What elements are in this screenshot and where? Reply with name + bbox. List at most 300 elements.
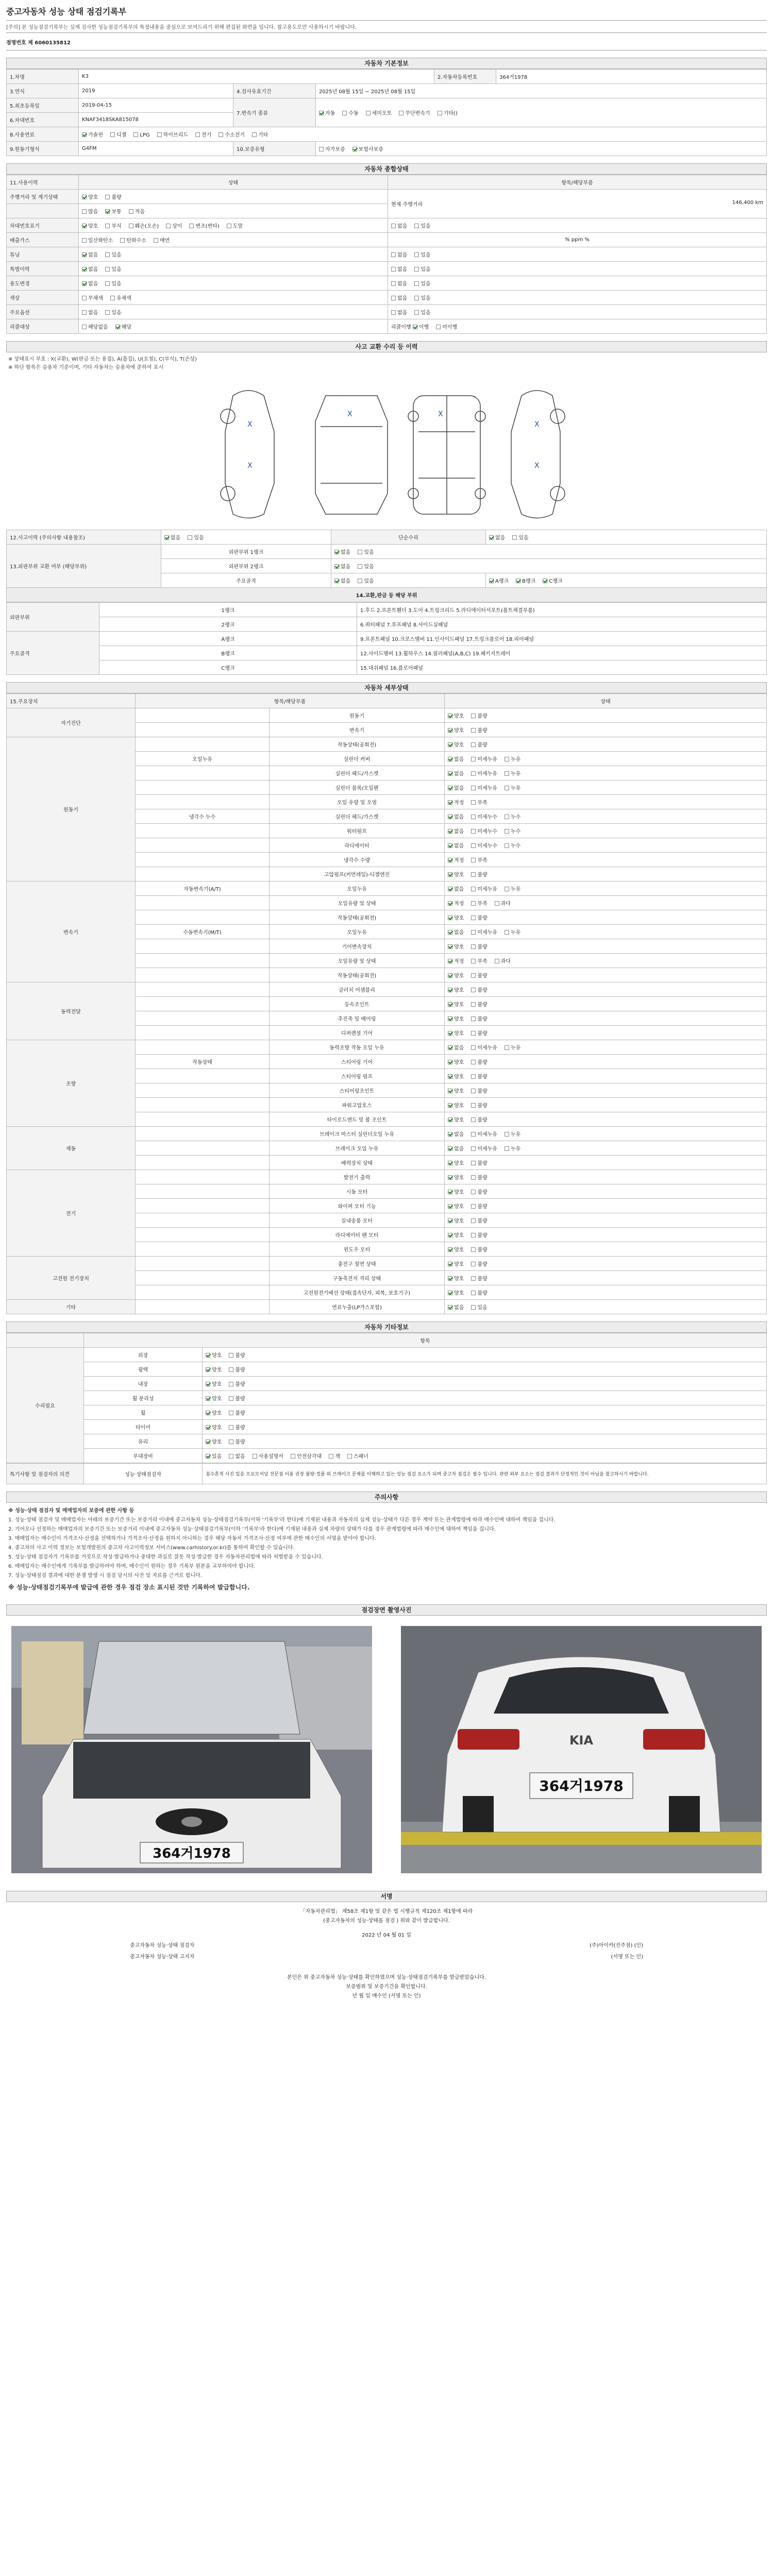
checkbox-option[interactable]: 없음: [391, 265, 407, 273]
checkbox[interactable]: [448, 1175, 452, 1180]
checkbox-option[interactable]: 양호: [448, 1159, 464, 1166]
checkbox-option[interactable]: 양호: [448, 1029, 464, 1037]
checkbox[interactable]: [471, 829, 476, 834]
checkbox-option[interactable]: 없음: [391, 279, 407, 287]
checkbox[interactable]: [391, 224, 396, 228]
checkbox[interactable]: [229, 1353, 233, 1358]
checkbox-option[interactable]: 불량: [471, 1072, 487, 1080]
checkbox-option[interactable]: 누수: [505, 841, 520, 849]
checkbox[interactable]: [471, 1031, 476, 1036]
checkbox-option[interactable]: 하이브리드: [157, 130, 188, 138]
checkbox[interactable]: [505, 786, 509, 790]
checkbox[interactable]: [448, 988, 452, 992]
checkbox[interactable]: [471, 1146, 476, 1151]
checkbox-option[interactable]: 해당없음: [82, 323, 108, 330]
checkbox-option[interactable]: 양호: [82, 222, 98, 229]
checkbox[interactable]: [334, 550, 339, 554]
checkbox[interactable]: [448, 1305, 452, 1310]
checkbox-option[interactable]: 있음: [414, 279, 430, 287]
checkbox-option[interactable]: 미세누유: [471, 769, 497, 777]
checkbox[interactable]: [105, 310, 110, 315]
checkbox-option[interactable]: 무단변속기: [399, 109, 430, 116]
checkbox[interactable]: [195, 132, 200, 137]
checkbox-option[interactable]: 없음: [391, 222, 407, 229]
checkbox[interactable]: [471, 742, 476, 747]
checkbox[interactable]: [448, 1117, 452, 1122]
checkbox[interactable]: [414, 310, 419, 315]
checkbox-option[interactable]: 불량: [471, 1087, 487, 1094]
checkbox[interactable]: [471, 771, 476, 776]
checkbox[interactable]: [471, 1291, 476, 1295]
checkbox[interactable]: [495, 901, 499, 906]
checkbox[interactable]: [391, 296, 396, 300]
checkbox[interactable]: [438, 111, 442, 115]
checkbox[interactable]: [505, 757, 509, 761]
checkbox-option[interactable]: 수동: [342, 109, 358, 116]
checkbox-option[interactable]: 불량: [471, 1274, 487, 1282]
checkbox-option[interactable]: 디젤: [110, 130, 126, 138]
checkbox-option[interactable]: 미세누유: [471, 885, 497, 892]
checkbox[interactable]: [448, 829, 452, 834]
checkbox-option[interactable]: 양호: [206, 1394, 222, 1402]
checkbox[interactable]: [448, 1060, 452, 1064]
checkbox[interactable]: [448, 1016, 452, 1021]
checkbox-option[interactable]: 미세누유: [471, 1144, 497, 1152]
checkbox[interactable]: [334, 564, 339, 569]
checkbox-option[interactable]: 미세누유: [471, 784, 497, 791]
checkbox-option[interactable]: 양호: [448, 726, 464, 734]
checkbox[interactable]: [471, 714, 476, 718]
checkbox-option[interactable]: 있음: [105, 250, 121, 258]
checkbox[interactable]: [448, 1002, 452, 1007]
checkbox-option[interactable]: 누유: [505, 1130, 520, 1138]
checkbox[interactable]: [120, 238, 125, 243]
checkbox-option[interactable]: 불량: [471, 1289, 487, 1296]
checkbox-option[interactable]: 없음: [82, 265, 98, 273]
checkbox-option[interactable]: 있음: [414, 265, 430, 273]
checkbox-option[interactable]: 불량: [229, 1380, 245, 1387]
checkbox-option[interactable]: 양호: [448, 986, 464, 993]
checkbox[interactable]: [229, 1396, 233, 1401]
checkbox[interactable]: [505, 843, 509, 848]
checkbox-option[interactable]: 변조(변타): [189, 222, 219, 229]
checkbox-option[interactable]: 양호: [82, 193, 98, 200]
checkbox[interactable]: [206, 1382, 210, 1386]
checkbox-option[interactable]: 있음: [414, 308, 430, 316]
checkbox-option[interactable]: 불량: [471, 1245, 487, 1253]
checkbox-option[interactable]: 불량: [471, 870, 487, 878]
checkbox[interactable]: [471, 1276, 476, 1281]
checkbox[interactable]: [366, 111, 371, 115]
checkbox[interactable]: [347, 1454, 352, 1459]
checkbox[interactable]: [414, 281, 419, 286]
checkbox[interactable]: [82, 296, 87, 300]
checkbox[interactable]: [448, 771, 452, 776]
checkbox-option[interactable]: 없음: [391, 294, 407, 301]
checkbox-option[interactable]: 안전삼각대: [291, 1452, 322, 1460]
checkbox[interactable]: [391, 267, 396, 272]
checkbox[interactable]: [154, 238, 158, 243]
checkbox-option[interactable]: 없음: [448, 812, 464, 820]
checkbox-option[interactable]: 불량: [471, 1101, 487, 1109]
checkbox[interactable]: [448, 1262, 452, 1266]
checkbox-option[interactable]: LPG: [133, 132, 149, 138]
checkbox-option[interactable]: 탄화수소: [120, 236, 146, 244]
checkbox[interactable]: [543, 579, 547, 583]
checkbox[interactable]: [448, 786, 452, 790]
checkbox[interactable]: [82, 325, 87, 329]
checkbox-option[interactable]: 잭: [329, 1452, 340, 1460]
checkbox[interactable]: [448, 714, 452, 718]
checkbox-option[interactable]: 없음: [448, 755, 464, 762]
checkbox[interactable]: [448, 742, 452, 747]
checkbox[interactable]: [471, 757, 476, 761]
checkbox[interactable]: [448, 815, 452, 819]
checkbox[interactable]: [206, 1367, 210, 1372]
checkbox[interactable]: [448, 800, 452, 805]
checkbox-option[interactable]: 누수: [505, 827, 520, 835]
checkbox-option[interactable]: 적정: [448, 798, 464, 806]
checkbox-option[interactable]: 도말: [227, 222, 243, 229]
checkbox-option[interactable]: 있음: [414, 222, 430, 229]
checkbox-option[interactable]: 부식: [105, 222, 121, 229]
checkbox-option[interactable]: 사용설명서: [253, 1452, 283, 1460]
checkbox[interactable]: [82, 281, 87, 286]
checkbox-option[interactable]: 불량: [105, 193, 121, 200]
checkbox[interactable]: [471, 901, 476, 906]
checkbox[interactable]: [329, 1454, 333, 1459]
checkbox[interactable]: [82, 195, 87, 199]
checkbox[interactable]: [448, 1132, 452, 1137]
checkbox-option[interactable]: 없음: [82, 279, 98, 287]
checkbox[interactable]: [319, 147, 324, 151]
checkbox-option[interactable]: 누유: [505, 1144, 520, 1152]
checkbox-option[interactable]: 누유: [505, 885, 520, 892]
checkbox-option[interactable]: 없음: [489, 533, 505, 541]
checkbox[interactable]: [448, 1031, 452, 1036]
checkbox[interactable]: [206, 1439, 210, 1444]
checkbox[interactable]: [471, 1089, 476, 1093]
checkbox-option[interactable]: 미세누유: [471, 928, 497, 936]
checkbox-option[interactable]: 기타: [252, 130, 268, 138]
checkbox-option[interactable]: 없음: [448, 1144, 464, 1152]
checkbox-option[interactable]: 양호: [448, 1115, 464, 1123]
checkbox[interactable]: [448, 901, 452, 906]
checkbox[interactable]: [229, 1439, 233, 1444]
checkbox-option[interactable]: 불량: [229, 1409, 245, 1416]
checkbox[interactable]: [471, 728, 476, 733]
checkbox[interactable]: [471, 959, 476, 963]
checkbox[interactable]: [471, 1045, 476, 1050]
checkbox[interactable]: [448, 1103, 452, 1108]
checkbox[interactable]: [110, 296, 115, 300]
checkbox-option[interactable]: 불량: [471, 1014, 487, 1022]
checkbox-option[interactable]: 부족: [471, 957, 487, 964]
checkbox-option[interactable]: 없음: [334, 548, 350, 555]
checkbox[interactable]: [448, 757, 452, 761]
checkbox-option[interactable]: 누수: [505, 812, 520, 820]
checkbox-option[interactable]: 없음: [164, 533, 180, 541]
checkbox-option[interactable]: 상이: [166, 222, 182, 229]
checkbox-option[interactable]: 없음: [391, 308, 407, 316]
checkbox[interactable]: [516, 579, 520, 583]
checkbox[interactable]: [358, 579, 362, 583]
checkbox[interactable]: [166, 224, 171, 228]
checkbox[interactable]: [505, 829, 509, 834]
checkbox[interactable]: [471, 1074, 476, 1079]
checkbox[interactable]: [105, 209, 110, 214]
checkbox[interactable]: [448, 1190, 452, 1194]
checkbox-option[interactable]: 유채색: [110, 294, 131, 301]
checkbox[interactable]: [512, 535, 517, 540]
checkbox-option[interactable]: 미이행: [436, 323, 457, 330]
checkbox[interactable]: [448, 728, 452, 733]
checkbox[interactable]: [471, 786, 476, 790]
checkbox[interactable]: [399, 111, 404, 115]
checkbox[interactable]: [229, 1425, 233, 1430]
checkbox-option[interactable]: 있음: [512, 533, 528, 541]
checkbox-option[interactable]: 없음: [448, 841, 464, 849]
checkbox[interactable]: [82, 209, 87, 214]
checkbox-option[interactable]: 적정: [448, 957, 464, 964]
checkbox-option[interactable]: 있음: [188, 533, 204, 541]
checkbox[interactable]: [189, 224, 194, 228]
checkbox[interactable]: [471, 1161, 476, 1165]
checkbox[interactable]: [334, 579, 339, 583]
checkbox-option[interactable]: 없음: [448, 784, 464, 791]
checkbox[interactable]: [448, 1074, 452, 1079]
checkbox[interactable]: [110, 132, 115, 137]
checkbox[interactable]: [505, 1146, 509, 1151]
checkbox-option[interactable]: 양호: [448, 913, 464, 921]
checkbox-option[interactable]: 없음: [82, 250, 98, 258]
checkbox[interactable]: [471, 944, 476, 949]
checkbox-option[interactable]: 양호: [448, 1000, 464, 1008]
checkbox-option[interactable]: 불량: [471, 913, 487, 921]
checkbox[interactable]: [291, 1454, 295, 1459]
checkbox-option[interactable]: 전기: [195, 130, 211, 138]
checkbox-option[interactable]: 누유: [505, 928, 520, 936]
checkbox[interactable]: [105, 267, 110, 272]
checkbox-option[interactable]: 없음: [448, 1043, 464, 1051]
checkbox-option[interactable]: 누유: [505, 755, 520, 762]
checkbox-option[interactable]: 양호: [448, 1188, 464, 1195]
checkbox-option[interactable]: 매연: [154, 236, 170, 244]
checkbox-option[interactable]: A랭크: [489, 577, 509, 584]
checkbox-option[interactable]: 없음: [229, 1452, 245, 1460]
checkbox[interactable]: [448, 887, 452, 891]
checkbox[interactable]: [448, 930, 452, 935]
checkbox[interactable]: [206, 1425, 210, 1430]
checkbox-option[interactable]: 불량: [471, 1216, 487, 1224]
checkbox-option[interactable]: 보통: [105, 207, 121, 215]
checkbox[interactable]: [342, 111, 347, 115]
checkbox-option[interactable]: 양호: [206, 1409, 222, 1416]
checkbox[interactable]: [471, 1305, 476, 1310]
checkbox[interactable]: [448, 1218, 452, 1223]
checkbox[interactable]: [505, 771, 509, 776]
checkbox-option[interactable]: 스패너: [347, 1452, 368, 1460]
checkbox[interactable]: [471, 1016, 476, 1021]
checkbox-option[interactable]: 양호: [448, 1058, 464, 1065]
checkbox-option[interactable]: 양호: [448, 1072, 464, 1080]
checkbox-option[interactable]: 있음: [105, 279, 121, 287]
checkbox[interactable]: [471, 1262, 476, 1266]
checkbox-option[interactable]: 미세누유: [471, 1043, 497, 1051]
checkbox[interactable]: [471, 1218, 476, 1223]
checkbox[interactable]: [471, 1247, 476, 1252]
checkbox[interactable]: [448, 1247, 452, 1252]
checkbox[interactable]: [448, 959, 452, 963]
checkbox-option[interactable]: 일산화탄소: [82, 236, 113, 244]
checkbox-option[interactable]: 양호: [206, 1437, 222, 1445]
checkbox-option[interactable]: 없음: [334, 577, 350, 584]
checkbox[interactable]: [448, 916, 452, 920]
checkbox[interactable]: [129, 224, 133, 228]
checkbox-option[interactable]: 불량: [229, 1437, 245, 1445]
checkbox-option[interactable]: 미세누수: [471, 841, 497, 849]
checkbox-option[interactable]: 양호: [448, 1216, 464, 1224]
checkbox[interactable]: [413, 325, 417, 329]
checkbox[interactable]: [471, 916, 476, 920]
checkbox-option[interactable]: 있음: [358, 562, 374, 570]
checkbox-option[interactable]: 미세누수: [471, 827, 497, 835]
checkbox-option[interactable]: 자동: [319, 109, 335, 116]
checkbox[interactable]: [489, 535, 494, 540]
checkbox-option[interactable]: 수소전기: [219, 130, 245, 138]
checkbox-option[interactable]: 양호: [206, 1380, 222, 1387]
checkbox-option[interactable]: 불량: [471, 740, 487, 748]
checkbox[interactable]: [471, 843, 476, 848]
checkbox[interactable]: [448, 872, 452, 877]
checkbox[interactable]: [391, 252, 396, 257]
checkbox-option[interactable]: 불량: [471, 726, 487, 734]
checkbox[interactable]: [105, 281, 110, 286]
checkbox[interactable]: [471, 1175, 476, 1180]
checkbox[interactable]: [489, 579, 494, 583]
checkbox[interactable]: [471, 887, 476, 891]
checkbox-option[interactable]: 없음: [82, 308, 98, 316]
checkbox-option[interactable]: 과다: [495, 957, 511, 964]
checkbox-option[interactable]: 없음: [448, 827, 464, 835]
checkbox-option[interactable]: 양호: [448, 1101, 464, 1109]
checkbox[interactable]: [471, 1132, 476, 1137]
checkbox-option[interactable]: 자가보증: [319, 145, 345, 152]
checkbox[interactable]: [206, 1353, 210, 1358]
checkbox[interactable]: [391, 310, 396, 315]
checkbox-option[interactable]: 양호: [448, 1202, 464, 1210]
checkbox[interactable]: [164, 535, 169, 540]
checkbox-option[interactable]: 양호: [448, 942, 464, 950]
checkbox[interactable]: [448, 944, 452, 949]
checkbox[interactable]: [229, 1454, 233, 1459]
checkbox-option[interactable]: 불량: [229, 1423, 245, 1431]
checkbox-option[interactable]: 부족: [471, 798, 487, 806]
checkbox-option[interactable]: 있음: [414, 250, 430, 258]
checkbox-option[interactable]: 양호: [448, 1173, 464, 1181]
checkbox-option[interactable]: 불량: [471, 1058, 487, 1065]
checkbox[interactable]: [448, 1276, 452, 1281]
checkbox-option[interactable]: 양호: [206, 1365, 222, 1373]
checkbox-option[interactable]: 기타(): [438, 109, 458, 116]
checkbox-option[interactable]: 불량: [471, 1188, 487, 1195]
checkbox[interactable]: [227, 224, 231, 228]
checkbox-option[interactable]: 있음: [358, 548, 374, 555]
checkbox[interactable]: [448, 1233, 452, 1238]
checkbox-option[interactable]: 훼손(오손): [129, 222, 159, 229]
checkbox-option[interactable]: 적음: [129, 207, 145, 215]
checkbox[interactable]: [391, 281, 396, 286]
checkbox-option[interactable]: 양호: [448, 1260, 464, 1267]
checkbox-option[interactable]: 양호: [448, 1087, 464, 1094]
checkbox-option[interactable]: 무채색: [82, 294, 103, 301]
checkbox-option[interactable]: 없음: [448, 1130, 464, 1138]
checkbox[interactable]: [229, 1367, 233, 1372]
checkbox[interactable]: [105, 224, 110, 228]
checkbox-option[interactable]: 없음: [448, 928, 464, 936]
checkbox[interactable]: [82, 252, 87, 257]
checkbox-option[interactable]: 가솔린: [82, 130, 103, 138]
checkbox[interactable]: [448, 1291, 452, 1295]
checkbox[interactable]: [105, 195, 110, 199]
checkbox-option[interactable]: 불량: [471, 1173, 487, 1181]
checkbox[interactable]: [448, 1204, 452, 1209]
checkbox-option[interactable]: 양호: [448, 740, 464, 748]
checkbox-option[interactable]: 불량: [471, 711, 487, 719]
checkbox[interactable]: [505, 1132, 509, 1137]
checkbox-option[interactable]: 불량: [471, 1202, 487, 1210]
checkbox-option[interactable]: 불량: [471, 1231, 487, 1239]
checkbox[interactable]: [188, 535, 192, 540]
checkbox-option[interactable]: 불량: [471, 1029, 487, 1037]
checkbox-option[interactable]: 양호: [206, 1423, 222, 1431]
checkbox[interactable]: [505, 815, 509, 819]
checkbox[interactable]: [82, 267, 87, 272]
checkbox[interactable]: [219, 132, 223, 137]
checkbox[interactable]: [505, 1045, 509, 1050]
checkbox-option[interactable]: 양호: [448, 870, 464, 878]
checkbox[interactable]: [471, 973, 476, 978]
checkbox-option[interactable]: 양호: [448, 1289, 464, 1296]
checkbox[interactable]: [414, 224, 419, 228]
checkbox-option[interactable]: 있음: [105, 308, 121, 316]
checkbox-option[interactable]: 세미오토: [366, 109, 392, 116]
checkbox[interactable]: [471, 1233, 476, 1238]
checkbox[interactable]: [471, 872, 476, 877]
checkbox-option[interactable]: 불량: [229, 1365, 245, 1373]
checkbox-option[interactable]: 불량: [471, 986, 487, 993]
checkbox-option[interactable]: 부족: [471, 856, 487, 863]
checkbox-option[interactable]: 누유: [505, 769, 520, 777]
checkbox-option[interactable]: 없음: [448, 1303, 464, 1311]
checkbox-option[interactable]: 불량: [229, 1394, 245, 1402]
checkbox[interactable]: [471, 800, 476, 805]
checkbox[interactable]: [229, 1411, 233, 1415]
checkbox-option[interactable]: 미세누수: [471, 812, 497, 820]
checkbox[interactable]: [448, 1161, 452, 1165]
checkbox-option[interactable]: 미세누유: [471, 1130, 497, 1138]
checkbox-option[interactable]: 불량: [471, 1115, 487, 1123]
checkbox-option[interactable]: 미세누유: [471, 755, 497, 762]
checkbox-option[interactable]: 있음: [105, 265, 121, 273]
checkbox[interactable]: [414, 252, 419, 257]
checkbox[interactable]: [253, 1454, 257, 1459]
checkbox-option[interactable]: 있음: [471, 1303, 487, 1311]
checkbox[interactable]: [252, 132, 257, 137]
checkbox[interactable]: [471, 1117, 476, 1122]
checkbox[interactable]: [358, 550, 362, 554]
checkbox-option[interactable]: 없음: [334, 562, 350, 570]
